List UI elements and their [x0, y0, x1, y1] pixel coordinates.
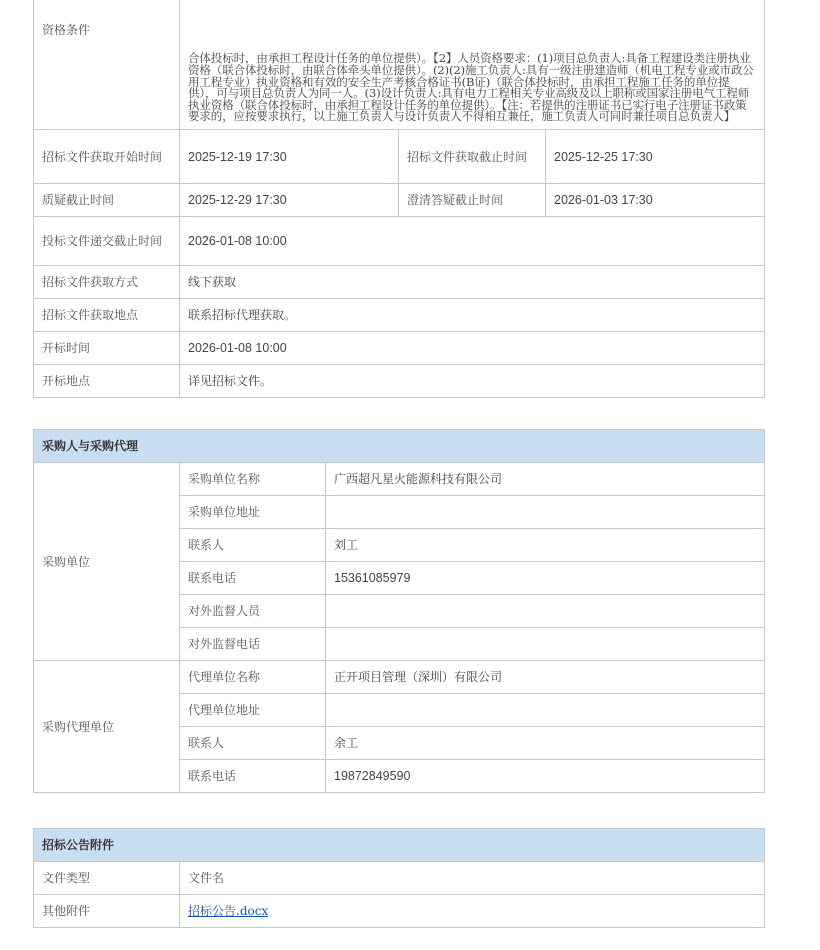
buyer-row-label: 联系电话	[180, 562, 326, 595]
doc-start-value: 2025-12-19 17:30	[180, 130, 399, 184]
buyer-row-label: 对外监督电话	[180, 628, 326, 661]
obtain-place-row	[34, 299, 765, 332]
submit-row	[34, 217, 765, 266]
attachments-section-header	[34, 829, 765, 862]
query-time-row	[34, 184, 765, 217]
buyer-row-label: 采购单位名称	[180, 463, 326, 496]
obtain-method-row	[34, 266, 765, 299]
attachments-table	[33, 828, 765, 928]
open-time-label: 开标时间	[34, 332, 180, 365]
file-type-header: 文件类型	[34, 862, 180, 895]
purchaser-section-title: 采购人与采购代理	[34, 430, 765, 463]
buyer-row-label: 联系人	[180, 529, 326, 562]
submit-end-label: 投标文件递交截止时间	[34, 217, 180, 266]
attachments-section-title: 招标公告附件	[34, 829, 765, 862]
open-place-label: 开标地点	[34, 365, 180, 398]
qualification-text: 合体投标时，由承担工程设计任务的单位提供）。【2】人员资格要求：(1)项目总负责人:具备工程建设类注册执业资格（联合体投标时，由联合体牵头单位提供）。(2)(2)施工负责人:具有一级注册建造师（机电工程专业或市政公用工程专业）执业资格和有效的安全生产考核合格证书(B证)（联合体投标时，由承担工程施工任务的单位提供），可与项目总负责人为同一人。(3)设计负责人:具有电力工程相关专业高级及以上职称或国家注册电气工程师执业资格（联合体投标时，由承担工程设计任务的单位提供）。【注：若提供的注册证书已实行电子注册证书政策要求的，应按要求执行，以上施工负责人与设计负责人不得相互兼任，施工负责人可同时兼任项目总负责人】	[180, 0, 765, 130]
agent-row-label: 代理单位名称	[180, 661, 326, 694]
table-row	[34, 862, 765, 895]
purchaser-table	[33, 429, 765, 793]
table-row	[34, 895, 765, 928]
table-row	[34, 661, 765, 694]
agent-group-label: 采购代理单位	[34, 661, 180, 793]
doc-start-label: 招标文件获取开始时间	[34, 130, 180, 184]
qualification-label: 资格条件	[34, 0, 180, 130]
agent-row-label: 代理单位地址	[180, 694, 326, 727]
doc-end-label: 招标文件获取截止时间	[399, 130, 546, 184]
file-name-header: 文件名	[180, 862, 765, 895]
open-place-row	[34, 365, 765, 398]
obtain-place-label: 招标文件获取地点	[34, 299, 180, 332]
agent-contact-value: 余工	[326, 727, 765, 760]
submit-end-value: 2026-01-08 10:00	[180, 217, 765, 266]
tender-info-table	[33, 0, 765, 398]
agent-name-value: 正开项目管理（深圳）有限公司	[326, 661, 765, 694]
agent-row-label: 联系人	[180, 727, 326, 760]
table-row	[34, 463, 765, 496]
clarify-end-label: 澄清答疑截止时间	[399, 184, 546, 217]
buyer-supervisor-value	[326, 595, 765, 628]
attachment-file-cell	[180, 895, 765, 928]
attachment-file-link[interactable]: 招标公告.docx	[188, 904, 269, 918]
obtain-place-value: 联系招标代理获取。	[180, 299, 765, 332]
agent-phone-value: 19872849590	[326, 760, 765, 793]
buyer-contact-value: 刘工	[326, 529, 765, 562]
buyer-group-label: 采购单位	[34, 463, 180, 661]
open-time-value: 2026-01-08 10:00	[180, 332, 765, 365]
buyer-row-label: 对外监督人员	[180, 595, 326, 628]
purchaser-section-header	[34, 430, 765, 463]
open-place-value: 详见招标文件。	[180, 365, 765, 398]
agent-row-label: 联系电话	[180, 760, 326, 793]
query-end-label: 质疑截止时间	[34, 184, 180, 217]
buyer-supervisor-phone-value	[326, 628, 765, 661]
buyer-phone-value: 15361085979	[326, 562, 765, 595]
obtain-method-value: 线下获取	[180, 266, 765, 299]
qualification-row	[34, 0, 765, 130]
agent-address-value	[326, 694, 765, 727]
attachment-type: 其他附件	[34, 895, 180, 928]
buyer-row-label: 采购单位地址	[180, 496, 326, 529]
query-end-value: 2025-12-29 17:30	[180, 184, 399, 217]
obtain-method-label: 招标文件获取方式	[34, 266, 180, 299]
doc-end-value: 2025-12-25 17:30	[546, 130, 765, 184]
doc-time-row	[34, 130, 765, 184]
buyer-name-value: 广西超凡星火能源科技有限公司	[326, 463, 765, 496]
clarify-end-value: 2026-01-03 17:30	[546, 184, 765, 217]
buyer-address-value	[326, 496, 765, 529]
open-time-row	[34, 332, 765, 365]
